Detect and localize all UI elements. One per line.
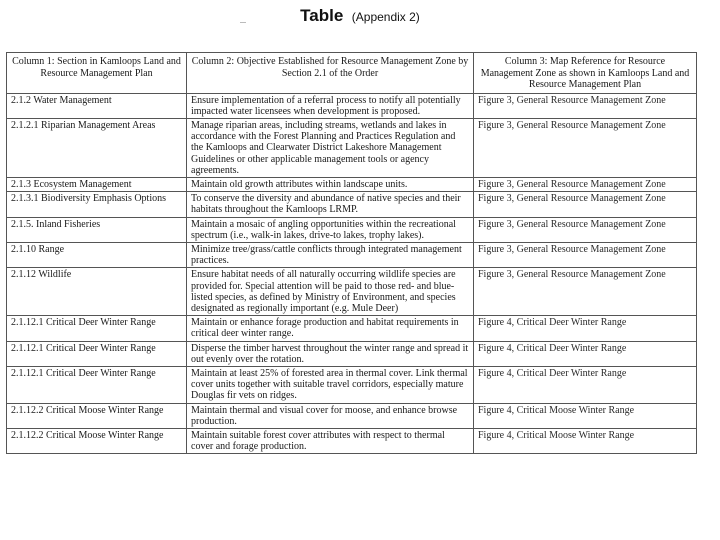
section-cell: 2.1.12.1 Critical Deer Winter Range xyxy=(7,316,187,341)
table-row xyxy=(7,341,697,366)
header-column-1: Column 1: Section in Kamloops Land and Resource Management Plan xyxy=(7,53,187,94)
map-reference-cell: Figure 3, General Resource Management Zone xyxy=(474,192,697,217)
header-column-3: Column 3: Map Reference for Resource Management Zone as shown in Kamloops Land and Resource Management Plan xyxy=(474,53,697,94)
objective-cell: Disperse the timber harvest throughout the winter range and spread it out evenly over the rotation. xyxy=(187,341,474,366)
objective-cell: Manage riparian areas, including streams, wetlands and lakes in accordance with the Forest Planning and Practices Regulation and the Kamloops and Clearwater District Lakeshore Management Guidelines or other applicable management tools or agency agreements. xyxy=(187,118,474,177)
title-text: Table xyxy=(300,6,344,25)
map-reference-cell: Figure 3, General Resource Management Zone xyxy=(474,93,697,118)
table-row xyxy=(7,118,697,177)
map-reference-cell: Figure 3, General Resource Management Zone xyxy=(474,118,697,177)
table-row xyxy=(7,428,697,453)
objective-cell: Maintain suitable forest cover attributes with respect to thermal cover and forage production. xyxy=(187,428,474,453)
table-row xyxy=(7,93,697,118)
section-cell: 2.1.2.1 Riparian Management Areas xyxy=(7,118,187,177)
objective-cell: To conserve the diversity and abundance of native species and their habitats throughout the Kamloops LRMP. xyxy=(187,192,474,217)
table-row xyxy=(7,268,697,316)
section-cell: 2.1.12.2 Critical Moose Winter Range xyxy=(7,428,187,453)
map-reference-cell: Figure 3, General Resource Management Zone xyxy=(474,217,697,242)
table-row xyxy=(7,366,697,403)
objective-cell: Maintain thermal and visual cover for moose, and enhance browse production. xyxy=(187,403,474,428)
appendix-table xyxy=(6,52,697,454)
table-row xyxy=(7,316,697,341)
map-reference-cell: Figure 4, Critical Deer Winter Range xyxy=(474,341,697,366)
objective-cell: Maintain a mosaic of angling opportunities within the recreational spectrum (i.e., walk-in lakes, drive-to lakes, trophy lakes). xyxy=(187,217,474,242)
section-cell: 2.1.5. Inland Fisheries xyxy=(7,217,187,242)
table-row xyxy=(7,403,697,428)
objective-cell: Ensure implementation of a referral process to notify all potentially impacted water licensees when development is proposed. xyxy=(187,93,474,118)
objective-cell: Ensure habitat needs of all naturally occurring wildlife species are provided for. Special attention will be paid to those red- and blue-listed species, as defined by Ministry of Environment, and species designated as regionally important (e.g. Mule Deer) xyxy=(187,268,474,316)
map-reference-cell: Figure 4, Critical Moose Winter Range xyxy=(474,403,697,428)
objective-cell: Maintain old growth attributes within landscape units. xyxy=(187,177,474,191)
map-reference-cell: Figure 4, Critical Moose Winter Range xyxy=(474,428,697,453)
objective-cell: Maintain or enhance forage production and habitat requirements in critical deer winter range. xyxy=(187,316,474,341)
section-cell: 2.1.12.2 Critical Moose Winter Range xyxy=(7,403,187,428)
table-row xyxy=(7,192,697,217)
map-reference-cell: Figure 3, General Resource Management Zone xyxy=(474,177,697,191)
objective-cell: Maintain at least 25% of forested area in thermal cover. Link thermal cover units together with suitable travel corridors, especially mature Douglas fir vets on ridges. xyxy=(187,366,474,403)
page-title xyxy=(0,6,720,26)
header-column-2: Column 2: Objective Established for Resource Management Zone by Section 2.1 of the Order xyxy=(187,53,474,94)
map-reference-cell: Figure 4, Critical Deer Winter Range xyxy=(474,316,697,341)
section-cell: 2.1.12.1 Critical Deer Winter Range xyxy=(7,341,187,366)
table-row xyxy=(7,242,697,267)
subtitle-text: (Appendix 2) xyxy=(351,10,420,24)
table-row xyxy=(7,177,697,191)
section-cell: 2.1.12 Wildlife xyxy=(7,268,187,316)
section-cell: 2.1.3.1 Biodiversity Emphasis Options xyxy=(7,192,187,217)
objective-cell: Minimize tree/grass/cattle conflicts through integrated management practices. xyxy=(187,242,474,267)
map-reference-cell: Figure 4, Critical Deer Winter Range xyxy=(474,366,697,403)
section-cell: 2.1.3 Ecosystem Management xyxy=(7,177,187,191)
map-reference-cell: Figure 3, General Resource Management Zone xyxy=(474,242,697,267)
header-row xyxy=(7,53,697,94)
map-reference-cell: Figure 3, General Resource Management Zone xyxy=(474,268,697,316)
scan-mark xyxy=(240,22,246,23)
table-row xyxy=(7,217,697,242)
section-cell: 2.1.2 Water Management xyxy=(7,93,187,118)
section-cell: 2.1.12.1 Critical Deer Winter Range xyxy=(7,366,187,403)
section-cell: 2.1.10 Range xyxy=(7,242,187,267)
